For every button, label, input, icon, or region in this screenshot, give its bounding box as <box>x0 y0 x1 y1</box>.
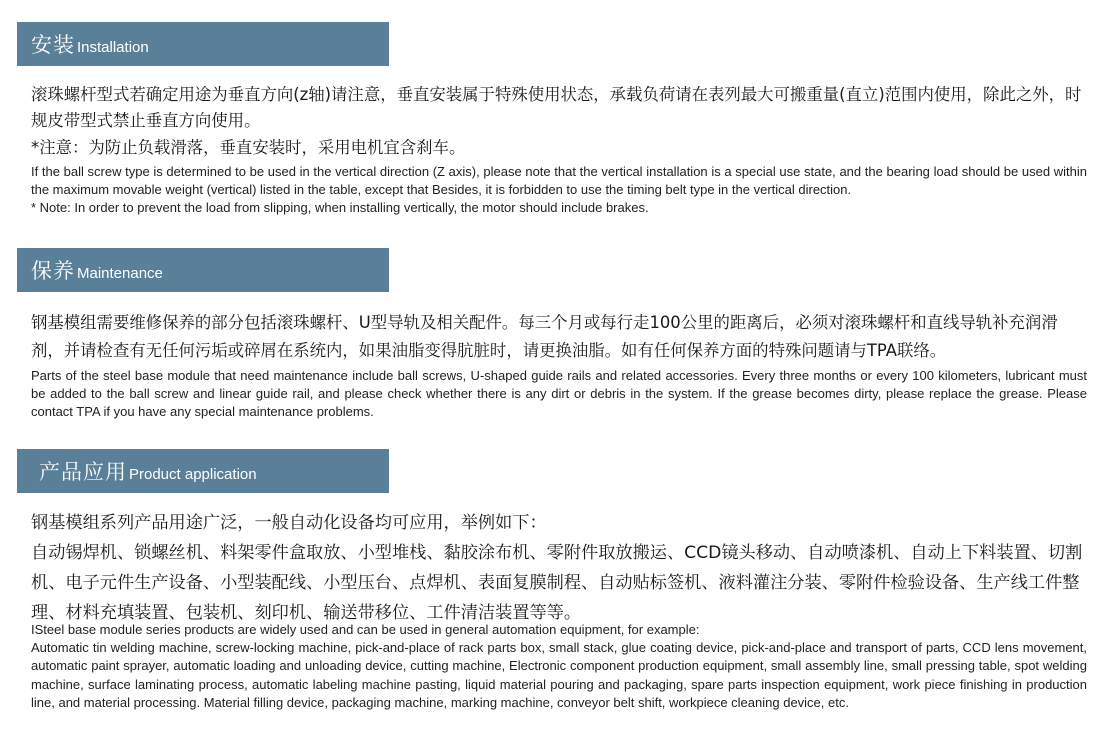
maintenance-cn-paragraph: 钢基模组需要维修保养的部分包括滚珠螺杆、U型导轨及相关配件。每三个月或每行走100公里的距离后，必须对滚珠螺杆和直线导轨补充润滑剂，并请检查有无任何污垢或碎屑在系统内，如果油脂变得肮脏时，请更换油脂。如有任何保养方面的特殊问题请与TPA联络。 <box>31 313 1058 360</box>
maintenance-en-paragraph: Parts of the steel base module that need maintenance include ball screws, U-shaped guide rails and related accessories. Every three months or every 100 kilometers, lubricant must be added to the ball screw and linear guide rail, and please check whether there is any dirt or debris in the system. If the grease becomes dirty, please replace the grease. Please contact TPA if you have any special maintenance problems. <box>31 368 1087 420</box>
installation-en-note: * Note: In order to prevent the load from slipping, when installing vertically, the motor should include brakes. <box>31 200 649 216</box>
installation-en-paragraph: If the ball screw type is determined to be used in the vertical direction (Z axis), please note that the vertical installation is a special use state, and the bearing load should be used within the maximum movable weight (vertical) listed in the table, except that Besides, it is forbidden to use the timing belt type in the vertical direction. <box>31 164 1087 198</box>
installation-cn-text <box>31 82 1087 161</box>
application-en-text <box>31 621 1087 712</box>
installation-cn-paragraph: 滚珠螺杆型式若确定用途为垂直方向(z轴)请注意，垂直安装属于特殊使用状态，承载负荷请在表列最大可搬重量(直立)范围内使用，除此之外，时规皮带型式禁止垂直方向使用。 <box>31 85 1082 130</box>
application-en-list: Automatic tin welding machine, screw-locking machine, pick-and-place of rack parts box, small stack, glue coating device, pick-and-place and transport of parts, CCD lens movement, automatic paint sprayer, automatic loading and unloading device, cutting machine, Electronic component production equipment, small assembly line, small pressing table, spot welding machine, surface laminating process, automatic labeling machine pasting, liquid material pouring and packaging, spare parts inspection equipment, work piece finishing in production line, and material processing. Material filling device, packaging machine, marking machine, conveyor belt shift, workpiece cleaning device, etc. <box>31 640 1087 710</box>
maintenance-en-text <box>31 367 1087 422</box>
application-cn-list: 自动锡焊机、锁螺丝机、料架零件盒取放、小型堆栈、黏胶涂布机、零附件取放搬运、CCD镜头移动、自动喷漆机、自动上下料装置、切割机、电子元件生产设备、小型装配线、小型压台、点焊机、表面复膜制程、自动贴标签机、液料灌注分装、零附件检验设备、生产线工件整理、材料充填装置、包装机、刻印机、输送带移位、工件清洁装置等等。 <box>31 543 1083 623</box>
application-cn-intro: 钢基模组系列产品用途广泛，一般自动化设备均可应用，举例如下： <box>31 513 547 533</box>
installation-cn-note: *注意：为防止负载滑落，垂直安装时，采用电机宜含刹车。 <box>31 138 466 157</box>
maintenance-cn-text <box>31 309 1087 365</box>
installation-header <box>17 22 389 66</box>
application-header <box>17 449 389 493</box>
installation-title-cn: 安装 <box>31 33 75 57</box>
installation-title-en: Installation <box>77 38 149 56</box>
application-title-en: Product application <box>129 465 257 483</box>
installation-en-text <box>31 163 1087 218</box>
maintenance-title-en: Maintenance <box>77 264 163 282</box>
application-title-cn: 产品应用 <box>39 460 127 484</box>
maintenance-header <box>17 248 389 292</box>
application-en-intro: ISteel base module series products are widely used and can be used in general automation equipment, for example: <box>31 622 700 637</box>
application-cn-text <box>31 508 1087 628</box>
maintenance-title-cn: 保养 <box>31 259 75 283</box>
